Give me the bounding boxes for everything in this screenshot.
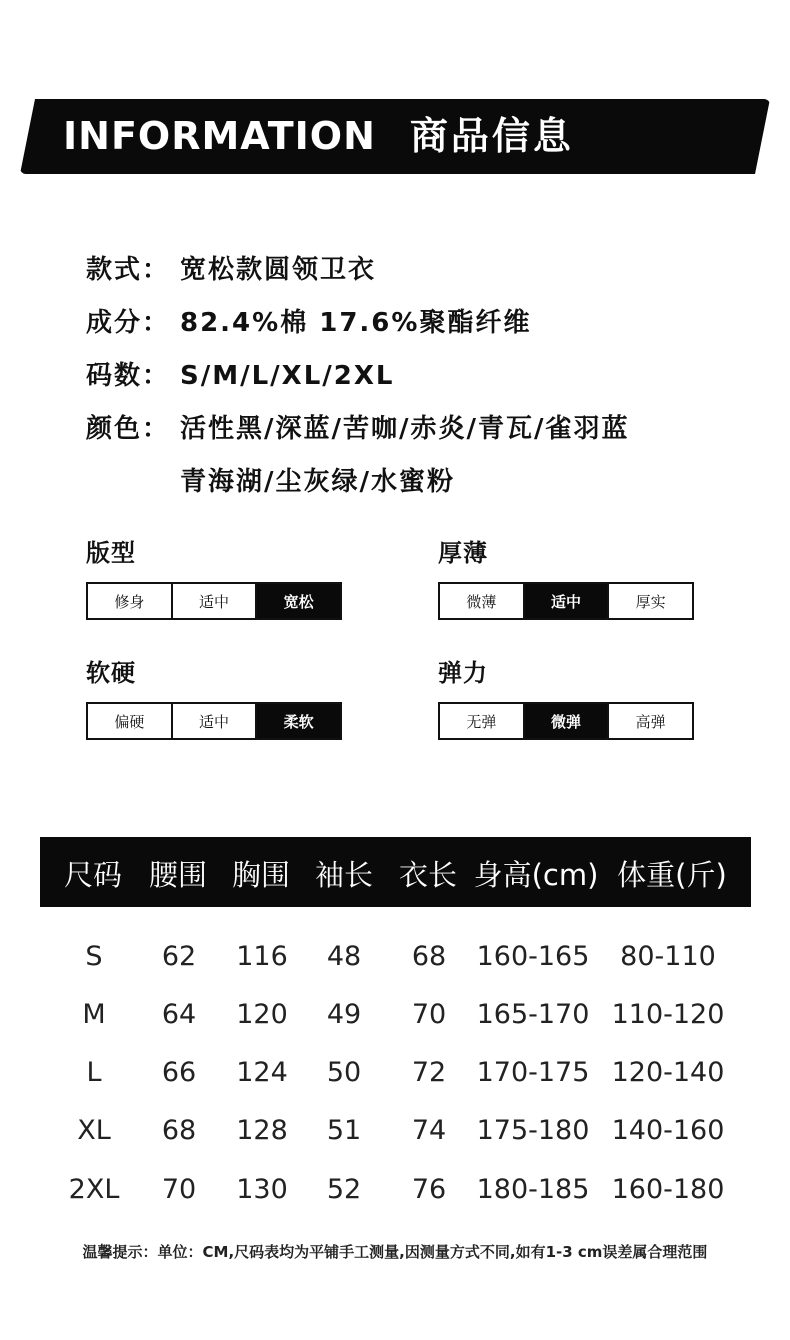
elasticity-option-none: 无弹: [440, 704, 525, 738]
table-row: [0, 1057, 790, 1097]
spec-label: 成分：: [86, 308, 171, 338]
cell-length: 68: [411, 941, 447, 972]
table-row: [0, 1174, 790, 1214]
size-table-header: [40, 837, 751, 907]
spec-material: [86, 302, 531, 339]
header-size: 尺码: [63, 858, 123, 892]
spec-value: 宽松款圆领卫衣: [180, 255, 377, 285]
cell-waist: 70: [161, 1174, 197, 1205]
cell-sleeve: 51: [326, 1115, 362, 1146]
spec-colors-line2: 青海湖/尘灰绿/水蜜粉: [180, 467, 455, 497]
header-length: 衣长: [398, 858, 458, 892]
cell-length: 70: [411, 999, 447, 1030]
cell-chest: 116: [236, 941, 288, 972]
spec-label: 码数：: [86, 361, 171, 391]
cell-height: 175-180: [476, 1115, 590, 1146]
cell-sleeve: 52: [326, 1174, 362, 1205]
banner-title-en: INFORMATION: [63, 114, 376, 158]
fit-option-regular: 适中: [173, 584, 258, 618]
attr-title-thickness: 厚薄: [438, 539, 488, 567]
cell-size: XL: [77, 1115, 111, 1146]
fit-option-slim: 修身: [88, 584, 173, 618]
cell-length: 74: [411, 1115, 447, 1146]
cell-size: 2XL: [68, 1174, 120, 1205]
attr-title-elasticity: 弹力: [438, 659, 488, 687]
spec-sizes: [86, 355, 394, 392]
spec-value: 活性黑/深蓝/苦咖/赤炎/青瓦/雀羽蓝: [180, 414, 630, 444]
fit-selector: [86, 582, 342, 620]
cell-height: 165-170: [476, 999, 590, 1030]
cell-waist: 64: [161, 999, 197, 1030]
header-sleeve: 袖长: [314, 858, 374, 892]
elasticity-option-high: 高弹: [609, 704, 692, 738]
cell-sleeve: 48: [326, 941, 362, 972]
cell-length: 72: [411, 1057, 447, 1088]
spec-value: 82.4%棉 17.6%聚酯纤维: [180, 308, 532, 338]
attr-title-fit: 版型: [86, 539, 136, 567]
cell-chest: 124: [236, 1057, 288, 1088]
elasticity-selector: [438, 702, 694, 740]
cell-waist: 68: [161, 1115, 197, 1146]
cell-weight: 120-140: [611, 1057, 725, 1088]
cell-weight: 80-110: [620, 941, 716, 972]
cell-size: L: [86, 1057, 102, 1088]
cell-length: 76: [411, 1174, 447, 1205]
banner-title: [63, 99, 574, 174]
spec-label: 颜色：: [86, 414, 171, 444]
cell-size: M: [82, 999, 106, 1030]
cell-weight: 160-180: [611, 1174, 725, 1205]
header-height: 身高(cm): [473, 858, 599, 892]
cell-height: 170-175: [476, 1057, 590, 1088]
softness-selector: [86, 702, 342, 740]
softness-option-stiff: 偏硬: [88, 704, 173, 738]
thickness-option-thin: 微薄: [440, 584, 525, 618]
cell-waist: 66: [161, 1057, 197, 1088]
cell-weight: 110-120: [611, 999, 725, 1030]
table-row: [0, 999, 790, 1039]
cell-height: 180-185: [476, 1174, 590, 1205]
banner-title-cn: 商品信息: [409, 114, 574, 158]
header-waist: 腰围: [148, 858, 208, 892]
cell-chest: 128: [236, 1115, 288, 1146]
elasticity-option-slight: 微弹: [525, 704, 610, 738]
cell-sleeve: 50: [326, 1057, 362, 1088]
table-row: [0, 1115, 790, 1155]
header-chest: 胸围: [231, 858, 291, 892]
cell-chest: 130: [236, 1174, 288, 1205]
softness-option-soft: 柔软: [257, 704, 340, 738]
spec-label: 款式：: [86, 255, 171, 285]
thickness-selector: [438, 582, 694, 620]
cell-size: S: [85, 941, 103, 972]
cell-sleeve: 49: [326, 999, 362, 1030]
cell-chest: 120: [236, 999, 288, 1030]
cell-waist: 62: [161, 941, 197, 972]
header-weight: 体重(斤): [617, 858, 727, 892]
thickness-option-thick: 厚实: [609, 584, 692, 618]
attr-title-softness: 软硬: [86, 659, 136, 687]
thickness-option-medium: 适中: [525, 584, 610, 618]
table-row: [0, 941, 790, 981]
fit-option-loose: 宽松: [257, 584, 340, 618]
spec-style: [86, 249, 376, 286]
cell-height: 160-165: [476, 941, 590, 972]
softness-option-medium: 适中: [173, 704, 258, 738]
spec-colors: [86, 408, 629, 445]
spec-value: S/M/L/XL/2XL: [180, 361, 395, 391]
measurement-note: 温馨提示：单位：CM,尺码表均为平铺手工测量,因测量方式不同,如有1-3 cm误差属合理范围: [82, 1243, 708, 1261]
cell-weight: 140-160: [611, 1115, 725, 1146]
